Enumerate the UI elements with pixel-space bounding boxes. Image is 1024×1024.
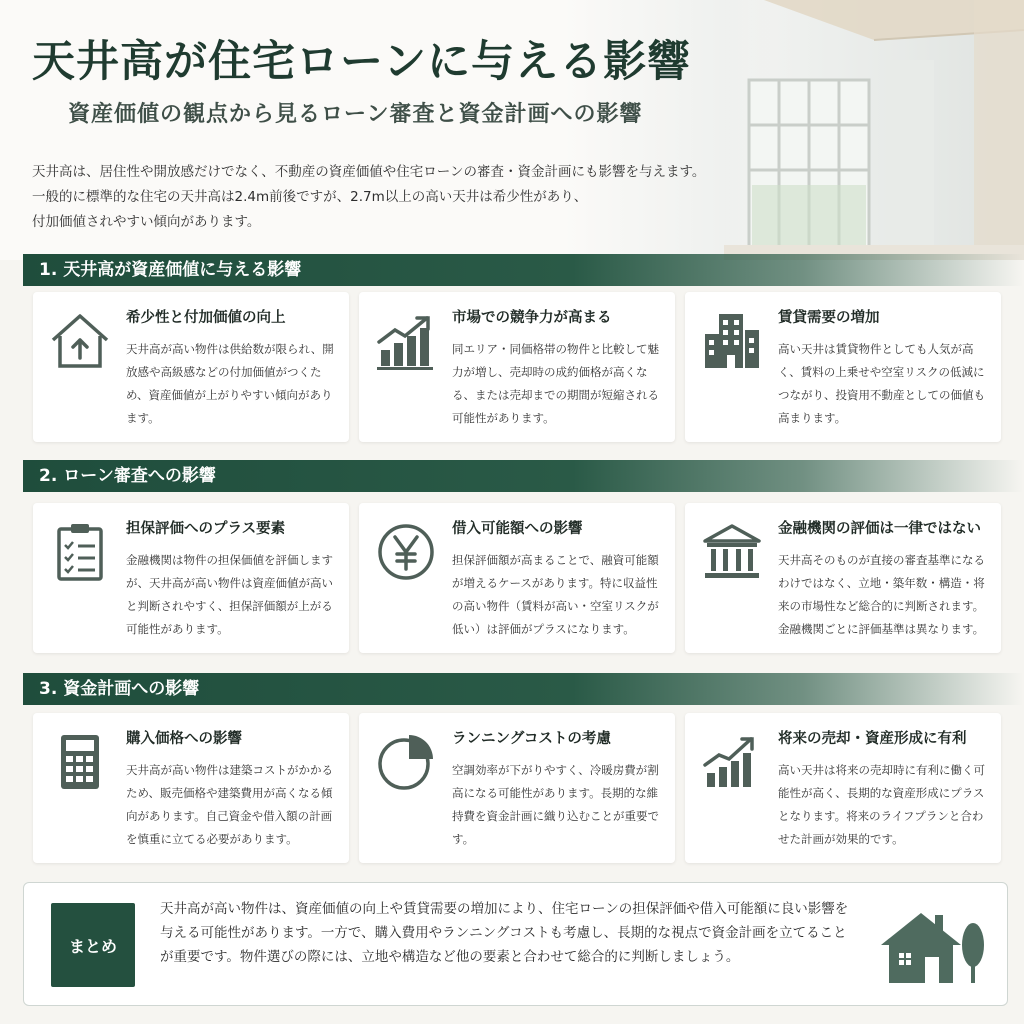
card-body: 担保評価額が高まることで、融資可能額が増えるケースがあります。特に収益性の高い物件（賃料が高い・空室リスクが低い）は評価がプラスになります。 — [452, 553, 659, 636]
card-title: 希少性と付加価値の向上 — [126, 310, 286, 326]
card-borrowing-capacity — [359, 503, 675, 653]
house-with-tree-icon — [879, 903, 989, 985]
bank-building-icon — [701, 521, 763, 583]
intro-line: 天井高は、居住性や開放感だけでなく、不動産の資産価値や住宅ローンの審査・資金計画にも影響を与えます。 — [32, 164, 706, 180]
card-purchase-price — [33, 713, 349, 863]
intro-line: 一般的に標準的な住宅の天井高は2.4m前後ですが、2.7m以上の高い天井は希少性があり、 — [32, 189, 588, 205]
section-header-asset-value: 1. 天井高が資産価値に与える影響 — [23, 254, 1023, 286]
card-rental-demand — [685, 292, 1001, 442]
card-body: 天井高が高い物件は建築コストがかかるため、販売価格や建築費用が高くなる傾向があります。自己資金や借入額の計画を慎重に立てる必要があります。 — [126, 763, 333, 846]
card-body: 空調効率が下がりやすく、冷暖房費が割高になる可能性があります。長期的な維持費を資金計画に織り込むことが重要です。 — [452, 763, 659, 846]
summary-label: まとめ — [51, 903, 135, 987]
section-header-financial-plan: 3. 資金計画への影響 — [23, 673, 1023, 705]
section-header-loan-review: 2. ローン審査への影響 — [23, 460, 1023, 492]
card-collateral — [33, 503, 349, 653]
card-body: 同エリア・同価格帯の物件と比較して魅力が増し、売却時の成約価格が高くなる、または売却までの期間が短縮される可能性があります。 — [452, 342, 659, 425]
intro-line: 付加価値されやすい傾向があります。 — [32, 214, 261, 230]
card-body: 天井高そのものが直接の審査基準になるわけではなく、立地・築年数・構造・将来の市場性など総合的に判断されます。金融機関ごとに評価基準は異なります。 — [778, 553, 985, 636]
card-title: ランニングコストの考慮 — [452, 731, 611, 747]
card-bank-evaluation — [685, 503, 1001, 653]
pie-chart-icon — [375, 731, 437, 793]
summary-box — [23, 882, 1008, 1006]
card-title: 賃貸需要の増加 — [778, 310, 880, 326]
intro-text — [32, 160, 812, 235]
card-market-competitiveness — [359, 292, 675, 442]
growth-chart-icon — [701, 731, 763, 793]
card-title: 借入可能額への影響 — [452, 521, 583, 537]
page-title: 天井高が住宅ローンに与える影響 — [32, 37, 692, 87]
card-title: 担保評価へのプラス要素 — [126, 521, 286, 537]
card-title: 将来の売却・資産形成に有利 — [778, 731, 967, 747]
clipboard-checklist-icon — [49, 521, 111, 583]
page-subtitle: 資産価値の観点から見るローン審査と資金計画への影響 — [68, 102, 643, 127]
calculator-icon — [49, 731, 111, 793]
card-title: 金融機関の評価は一律ではない — [778, 521, 981, 537]
card-body: 高い天井は賃貸物件としても人気が高く、賃料の上乗せや空室リスクの低減につながり、投資用不動産としての価値も高まります。 — [778, 342, 985, 425]
card-running-cost — [359, 713, 675, 863]
bar-chart-up-icon — [375, 310, 437, 372]
house-arrow-up-icon — [49, 310, 111, 372]
card-rarity — [33, 292, 349, 442]
card-title: 購入価格への影響 — [126, 731, 242, 747]
card-title: 市場での競争力が高まる — [452, 310, 612, 326]
card-body: 天井高が高い物件は供給数が限られ、開放感や高級感などの付加価値がつくため、資産価値が上がりやすい傾向があります。 — [126, 342, 334, 425]
apartment-building-icon — [701, 310, 763, 372]
card-future-sale — [685, 713, 1001, 863]
summary-text: 天井高が高い物件は、資産価値の向上や賃貸需要の増加により、住宅ローンの担保評価や借入可能額に良い影響を与える可能性があります。一方で、購入費用やランニングコストも考慮し、長期的な視点で資金計画を立てることが重要です。物件選びの際には、立地や構造など他の要素と合わせて総合的に判断しましょう。 — [160, 901, 849, 965]
yen-coin-icon — [375, 521, 437, 583]
card-body: 金融機関は物件の担保価値を評価しますが、天井高が高い物件は資産価値が高いと判断されやすく、担保評価額が上がる可能性があります。 — [126, 553, 333, 636]
card-body: 高い天井は将来の売却時に有利に働く可能性が高く、長期的な資産形成にプラスとなります。将来のライフプランと合わせた計画が効果的です。 — [778, 763, 985, 846]
